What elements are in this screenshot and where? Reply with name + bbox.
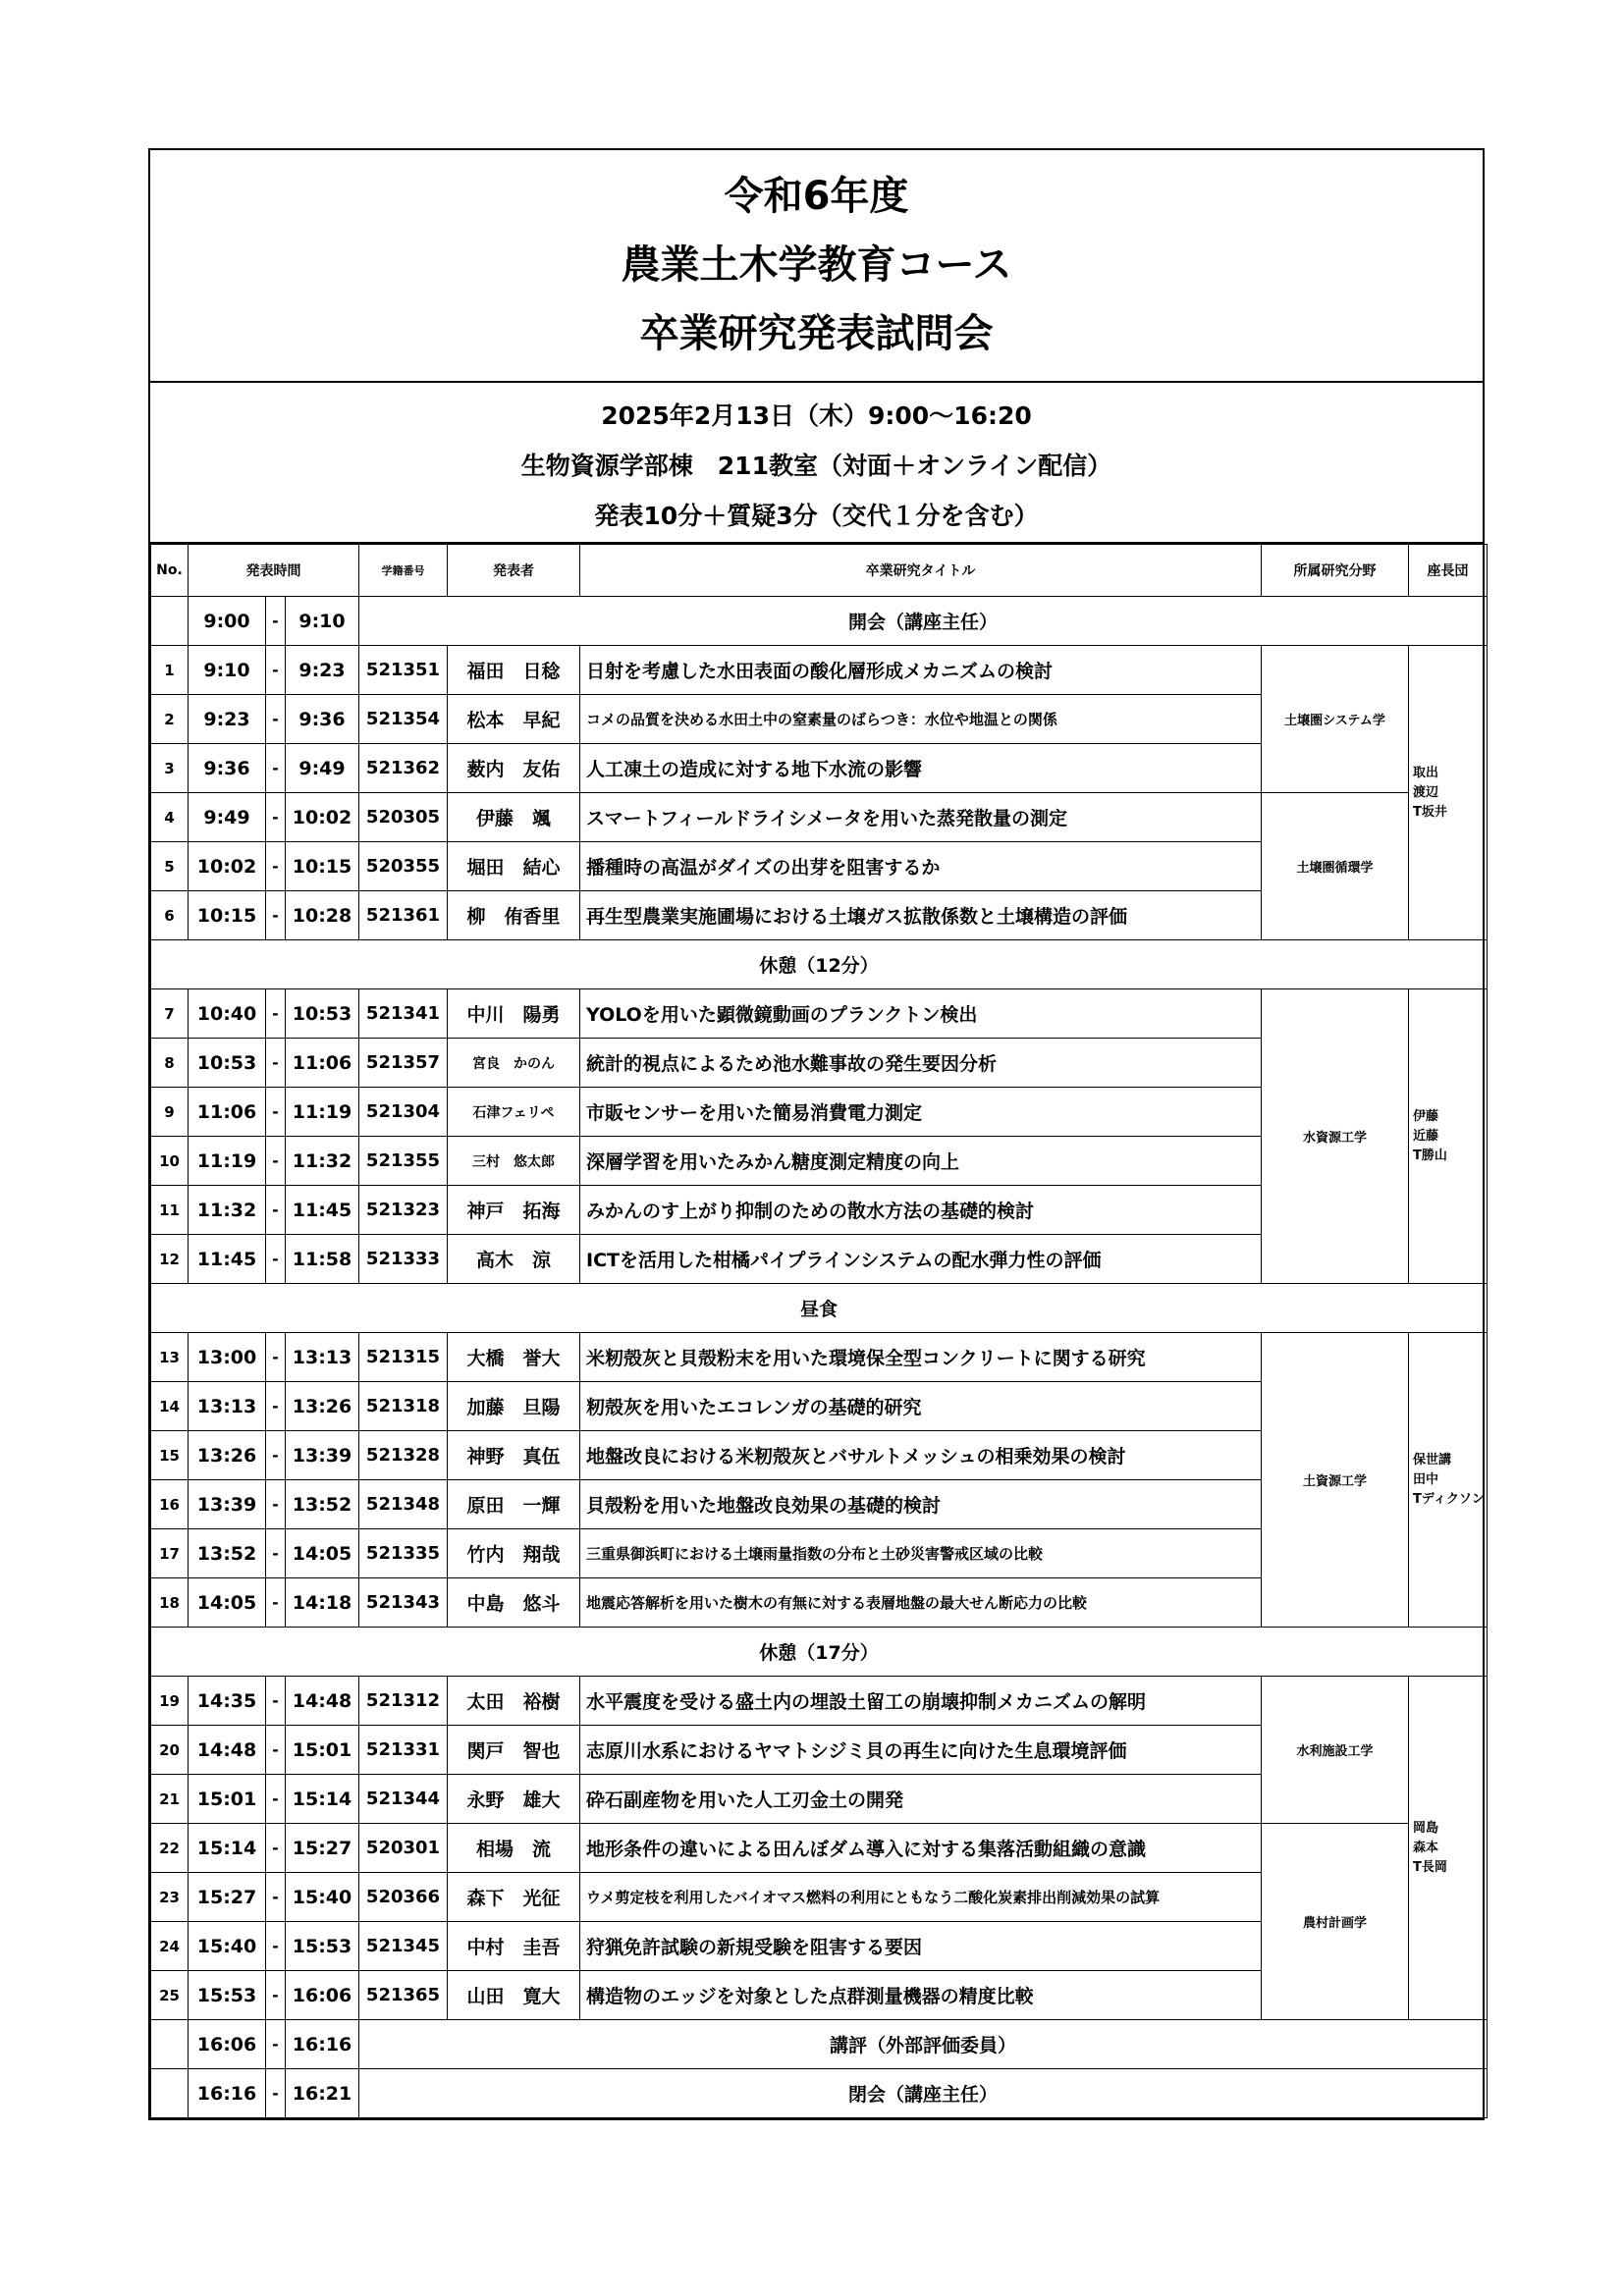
research-field: 水資源工学 (1262, 989, 1409, 1284)
presentation-no: 9 (151, 1088, 189, 1137)
presenter-name: 関戸 智也 (448, 1726, 580, 1775)
start-time: 11:45 (189, 1235, 266, 1284)
start-time: 10:02 (189, 842, 266, 891)
presentation-no: 7 (151, 989, 189, 1039)
table-row (151, 989, 1488, 1039)
time-dash: - (266, 1088, 286, 1137)
time-dash: - (266, 1578, 286, 1628)
presenter-name: 中川 陽勇 (448, 989, 580, 1039)
time-dash: - (266, 1333, 286, 1382)
closing-row (151, 2069, 1488, 2118)
student-id: 521351 (359, 646, 448, 695)
presenter-name: 中村 圭吾 (448, 1922, 580, 1971)
time-dash: - (266, 1039, 286, 1088)
start-time: 15:40 (189, 1922, 266, 1971)
col-header-student-id: 学籍番号 (359, 545, 448, 597)
presentation-no: 14 (151, 1382, 189, 1431)
research-title: 籾殻灰を用いたエコレンガの基礎的研究 (580, 1382, 1262, 1431)
presentation-no: 25 (151, 1971, 189, 2020)
schedule-sheet (148, 148, 1485, 2120)
student-id: 520305 (359, 793, 448, 842)
end-time: 15:40 (286, 1873, 359, 1922)
presentation-no: 13 (151, 1333, 189, 1382)
start-time: 11:32 (189, 1186, 266, 1235)
info-block (150, 383, 1483, 544)
title-block (150, 150, 1483, 383)
venue-line: 生物資源学部棟 211教室（対面＋オンライン配信） (520, 452, 1112, 480)
date-time-line: 2025年2月13日（木）9:00～16:20 (601, 401, 1032, 430)
table-row (151, 1824, 1488, 1873)
start-time: 10:40 (189, 989, 266, 1039)
time-dash: - (266, 1677, 286, 1726)
col-header-field: 所属研究分野 (1262, 545, 1409, 597)
research-title: 地盤改良における米籾殻灰とバサルトメッシュの相乗効果の検討 (580, 1431, 1262, 1480)
title-line-3: 卒業研究発表試問会 (639, 311, 994, 356)
student-id: 521323 (359, 1186, 448, 1235)
research-title: 地震応答解析を用いた樹木の有無に対する表層地盤の最大せん断応力の比較 (580, 1578, 1262, 1628)
research-title: 構造物のエッジを対象とした点群測量機器の精度比較 (580, 1971, 1262, 2020)
presentation-no: 6 (151, 891, 189, 940)
student-id: 521331 (359, 1726, 448, 1775)
presentation-no: 3 (151, 744, 189, 793)
research-title: YOLOを用いた顕微鏡動画のプランクトン検出 (580, 989, 1262, 1039)
chair-panel: 取出 渡辺 T坂井 (1409, 646, 1488, 940)
student-id: 521343 (359, 1578, 448, 1628)
presenter-name: 石津フェリペ (448, 1088, 580, 1137)
research-title: 播種時の高温がダイズの出芽を阻害するか (580, 842, 1262, 891)
student-id: 521354 (359, 695, 448, 744)
end-time: 15:53 (286, 1922, 359, 1971)
chair-panel: 岡島 森本 T長岡 (1409, 1677, 1488, 2020)
presenter-name: 永野 雄大 (448, 1775, 580, 1824)
start-time: 13:52 (189, 1529, 266, 1578)
presenter-name: 大橋 誉大 (448, 1333, 580, 1382)
presenter-name: 山田 寛大 (448, 1971, 580, 2020)
start-time: 15:01 (189, 1775, 266, 1824)
student-id: 521318 (359, 1382, 448, 1431)
presenter-name: 原田 一輝 (448, 1480, 580, 1529)
presentation-no: 12 (151, 1235, 189, 1284)
time-dash: - (266, 1726, 286, 1775)
presentation-no: 2 (151, 695, 189, 744)
start-time: 13:13 (189, 1382, 266, 1431)
start-time: 14:05 (189, 1578, 266, 1628)
time-dash: - (266, 793, 286, 842)
research-title: 深層学習を用いたみかん糖度測定精度の向上 (580, 1137, 1262, 1186)
research-title: ICTを活用した柑橘パイプラインシステムの配水弾力性の評価 (580, 1235, 1262, 1284)
research-title: みかんのす上がり抑制のための散水方法の基礎的検討 (580, 1186, 1262, 1235)
research-title: 志原川水系におけるヤマトシジミ貝の再生に向けた生息環境評価 (580, 1726, 1262, 1775)
col-header-time: 発表時間 (189, 545, 359, 597)
presentation-no: 22 (151, 1824, 189, 1873)
time-dash: - (266, 1922, 286, 1971)
opening-row (151, 597, 1488, 646)
student-id: 521341 (359, 989, 448, 1039)
research-title: 日射を考慮した水田表面の酸化層形成メカニズムの検討 (580, 646, 1262, 695)
time-dash: - (266, 2069, 286, 2118)
start-time: 9:36 (189, 744, 266, 793)
break-row-2-label: 休憩（17分） (151, 1628, 1488, 1677)
time-dash: - (266, 1775, 286, 1824)
start-time: 14:48 (189, 1726, 266, 1775)
end-time: 15:14 (286, 1775, 359, 1824)
presenter-name: 堀田 結心 (448, 842, 580, 891)
end-time: 11:19 (286, 1088, 359, 1137)
start-time: 13:39 (189, 1480, 266, 1529)
research-field: 農村計画学 (1262, 1824, 1409, 2020)
title-line-1: 令和6年度 (724, 174, 909, 219)
student-id: 521357 (359, 1039, 448, 1088)
research-title: 砕石副産物を用いた人工刃金土の開発 (580, 1775, 1262, 1824)
presentation-no: 24 (151, 1922, 189, 1971)
chair-panel: 保世講 田中 Tディクソン (1409, 1333, 1488, 1628)
table-row (151, 646, 1488, 695)
event-start-time: 9:00 (189, 597, 266, 646)
time-dash: - (266, 1235, 286, 1284)
end-time: 10:15 (286, 842, 359, 891)
break-row-2 (151, 1628, 1488, 1677)
event-no-cell (151, 597, 189, 646)
student-id: 520366 (359, 1873, 448, 1922)
presentation-no: 21 (151, 1775, 189, 1824)
end-time: 13:26 (286, 1382, 359, 1431)
end-time: 13:13 (286, 1333, 359, 1382)
schedule-table (150, 544, 1488, 2118)
presenter-name: 相場 流 (448, 1824, 580, 1873)
student-id: 521345 (359, 1922, 448, 1971)
event-no-cell (151, 2020, 189, 2069)
presenter-name: 松本 早紀 (448, 695, 580, 744)
presentation-no: 11 (151, 1186, 189, 1235)
start-time: 15:53 (189, 1971, 266, 2020)
student-id: 521361 (359, 891, 448, 940)
presenter-name: 薮内 友佑 (448, 744, 580, 793)
start-time: 15:14 (189, 1824, 266, 1873)
event-start-time: 16:06 (189, 2020, 266, 2069)
student-id: 521355 (359, 1137, 448, 1186)
start-time: 11:06 (189, 1088, 266, 1137)
presenter-name: 中島 悠斗 (448, 1578, 580, 1628)
start-time: 14:35 (189, 1677, 266, 1726)
start-time: 13:26 (189, 1431, 266, 1480)
col-header-presenter: 発表者 (448, 545, 580, 597)
review-row (151, 2020, 1488, 2069)
time-dash: - (266, 695, 286, 744)
time-dash: - (266, 2020, 286, 2069)
event-no-cell (151, 2069, 189, 2118)
research-title: 貝殻粉を用いた地盤改良効果の基礎的検討 (580, 1480, 1262, 1529)
event-label: 閉会（講座主任） (359, 2069, 1488, 2118)
research-title: 地形条件の違いによる田んぼダム導入に対する集落活動組織の意識 (580, 1824, 1262, 1873)
time-dash: - (266, 989, 286, 1039)
lunch-row (151, 1284, 1488, 1333)
start-time: 9:23 (189, 695, 266, 744)
presentation-no: 1 (151, 646, 189, 695)
end-time: 11:58 (286, 1235, 359, 1284)
end-time: 9:36 (286, 695, 359, 744)
presentation-no: 23 (151, 1873, 189, 1922)
presentation-no: 19 (151, 1677, 189, 1726)
presentation-no: 17 (151, 1529, 189, 1578)
presentation-no: 20 (151, 1726, 189, 1775)
time-dash: - (266, 1824, 286, 1873)
student-id: 520301 (359, 1824, 448, 1873)
end-time: 16:06 (286, 1971, 359, 2020)
research-field: 土壌圏循環学 (1262, 793, 1409, 940)
presenter-name: 伊藤 颯 (448, 793, 580, 842)
presenter-name: 福田 日稔 (448, 646, 580, 695)
student-id: 521365 (359, 1971, 448, 2020)
event-end-time: 16:21 (286, 2069, 359, 2118)
presenter-name: 三村 悠太郎 (448, 1137, 580, 1186)
research-title: 水平震度を受ける盛土内の埋設土留工の崩壊抑制メカニズムの解明 (580, 1677, 1262, 1726)
presentation-no: 18 (151, 1578, 189, 1628)
time-dash: - (266, 1186, 286, 1235)
time-dash: - (266, 1529, 286, 1578)
student-id: 520355 (359, 842, 448, 891)
table-row (151, 1333, 1488, 1382)
start-time: 10:53 (189, 1039, 266, 1088)
presentation-no: 16 (151, 1480, 189, 1529)
research-title: 人工凍土の造成に対する地下水流の影響 (580, 744, 1262, 793)
student-id: 521315 (359, 1333, 448, 1382)
research-title: 再生型農業実施圃場における土壌ガス拡散係数と土壌構造の評価 (580, 891, 1262, 940)
student-id: 521362 (359, 744, 448, 793)
presenter-name: 柳 侑香里 (448, 891, 580, 940)
student-id: 521312 (359, 1677, 448, 1726)
end-time: 15:27 (286, 1824, 359, 1873)
col-header-panel: 座長団 (1409, 545, 1488, 597)
end-time: 11:45 (286, 1186, 359, 1235)
time-dash: - (266, 1971, 286, 2020)
end-time: 14:48 (286, 1677, 359, 1726)
time-dash: - (266, 1137, 286, 1186)
research-title: コメの品質を決める水田土中の窒素量のばらつき：水位や地温との関係 (580, 695, 1262, 744)
break-row-1 (151, 940, 1488, 989)
start-time: 9:10 (189, 646, 266, 695)
presentation-no: 15 (151, 1431, 189, 1480)
time-dash: - (266, 1480, 286, 1529)
time-dash: - (266, 597, 286, 646)
col-header-title: 卒業研究タイトル (580, 545, 1262, 597)
student-id: 521344 (359, 1775, 448, 1824)
time-dash: - (266, 1431, 286, 1480)
presentation-no: 4 (151, 793, 189, 842)
end-time: 14:18 (286, 1578, 359, 1628)
end-time: 10:53 (286, 989, 359, 1039)
time-dash: - (266, 646, 286, 695)
event-label: 講評（外部評価委員） (359, 2020, 1488, 2069)
title-line-2: 農業土木学教育コース (621, 242, 1012, 288)
end-time: 15:01 (286, 1726, 359, 1775)
presenter-name: 神野 真伍 (448, 1431, 580, 1480)
start-time: 15:27 (189, 1873, 266, 1922)
time-dash: - (266, 1873, 286, 1922)
presenter-name: 太田 裕樹 (448, 1677, 580, 1726)
research-title: スマートフィールドライシメータを用いた蒸発散量の測定 (580, 793, 1262, 842)
time-dash: - (266, 744, 286, 793)
format-line: 発表10分＋質疑3分（交代１分を含む） (594, 502, 1039, 530)
presentation-no: 8 (151, 1039, 189, 1088)
event-start-time: 16:16 (189, 2069, 266, 2118)
end-time: 11:32 (286, 1137, 359, 1186)
event-end-time: 16:16 (286, 2020, 359, 2069)
event-label: 開会（講座主任） (359, 597, 1488, 646)
research-field: 水利施設工学 (1262, 1677, 1409, 1824)
research-field: 土壌圏システム学 (1262, 646, 1409, 793)
research-title: ウメ剪定枝を利用したバイオマス燃料の利用にともなう二酸化炭素排出削減効果の試算 (580, 1873, 1262, 1922)
presenter-name: 神戸 拓海 (448, 1186, 580, 1235)
end-time: 13:39 (286, 1431, 359, 1480)
break-row-1-label: 休憩（12分） (151, 940, 1488, 989)
research-field: 土資源工学 (1262, 1333, 1409, 1628)
student-id: 521348 (359, 1480, 448, 1529)
table-row (151, 1677, 1488, 1726)
presenter-name: 高木 涼 (448, 1235, 580, 1284)
time-dash: - (266, 1382, 286, 1431)
research-title: 狩猟免許試験の新規受験を阻害する要因 (580, 1922, 1262, 1971)
end-time: 13:52 (286, 1480, 359, 1529)
presentation-no: 5 (151, 842, 189, 891)
end-time: 10:02 (286, 793, 359, 842)
student-id: 521304 (359, 1088, 448, 1137)
student-id: 521335 (359, 1529, 448, 1578)
student-id: 521328 (359, 1431, 448, 1480)
table-row (151, 793, 1488, 842)
research-title: 米籾殻灰と貝殻粉末を用いた環境保全型コンクリートに関する研究 (580, 1333, 1262, 1382)
research-title: 三重県御浜町における土壌雨量指数の分布と土砂災害警戒区域の比較 (580, 1529, 1262, 1578)
chair-panel: 伊藤 近藤 T勝山 (1409, 989, 1488, 1284)
presenter-name: 加藤 旦陽 (448, 1382, 580, 1431)
header-row (151, 545, 1488, 597)
end-time: 11:06 (286, 1039, 359, 1088)
start-time: 9:49 (189, 793, 266, 842)
start-time: 10:15 (189, 891, 266, 940)
end-time: 14:05 (286, 1529, 359, 1578)
event-end-time: 9:10 (286, 597, 359, 646)
research-title: 統計的視点によるため池水難事故の発生要因分析 (580, 1039, 1262, 1088)
time-dash: - (266, 842, 286, 891)
presentation-no: 10 (151, 1137, 189, 1186)
start-time: 11:19 (189, 1137, 266, 1186)
research-title: 市販センサーを用いた簡易消費電力測定 (580, 1088, 1262, 1137)
presenter-name: 森下 光征 (448, 1873, 580, 1922)
end-time: 9:23 (286, 646, 359, 695)
lunch-row-label: 昼食 (151, 1284, 1488, 1333)
student-id: 521333 (359, 1235, 448, 1284)
start-time: 13:00 (189, 1333, 266, 1382)
presenter-name: 宮良 かのん (448, 1039, 580, 1088)
time-dash: - (266, 891, 286, 940)
presenter-name: 竹内 翔哉 (448, 1529, 580, 1578)
col-header-no: No. (151, 545, 189, 597)
end-time: 10:28 (286, 891, 359, 940)
end-time: 9:49 (286, 744, 359, 793)
